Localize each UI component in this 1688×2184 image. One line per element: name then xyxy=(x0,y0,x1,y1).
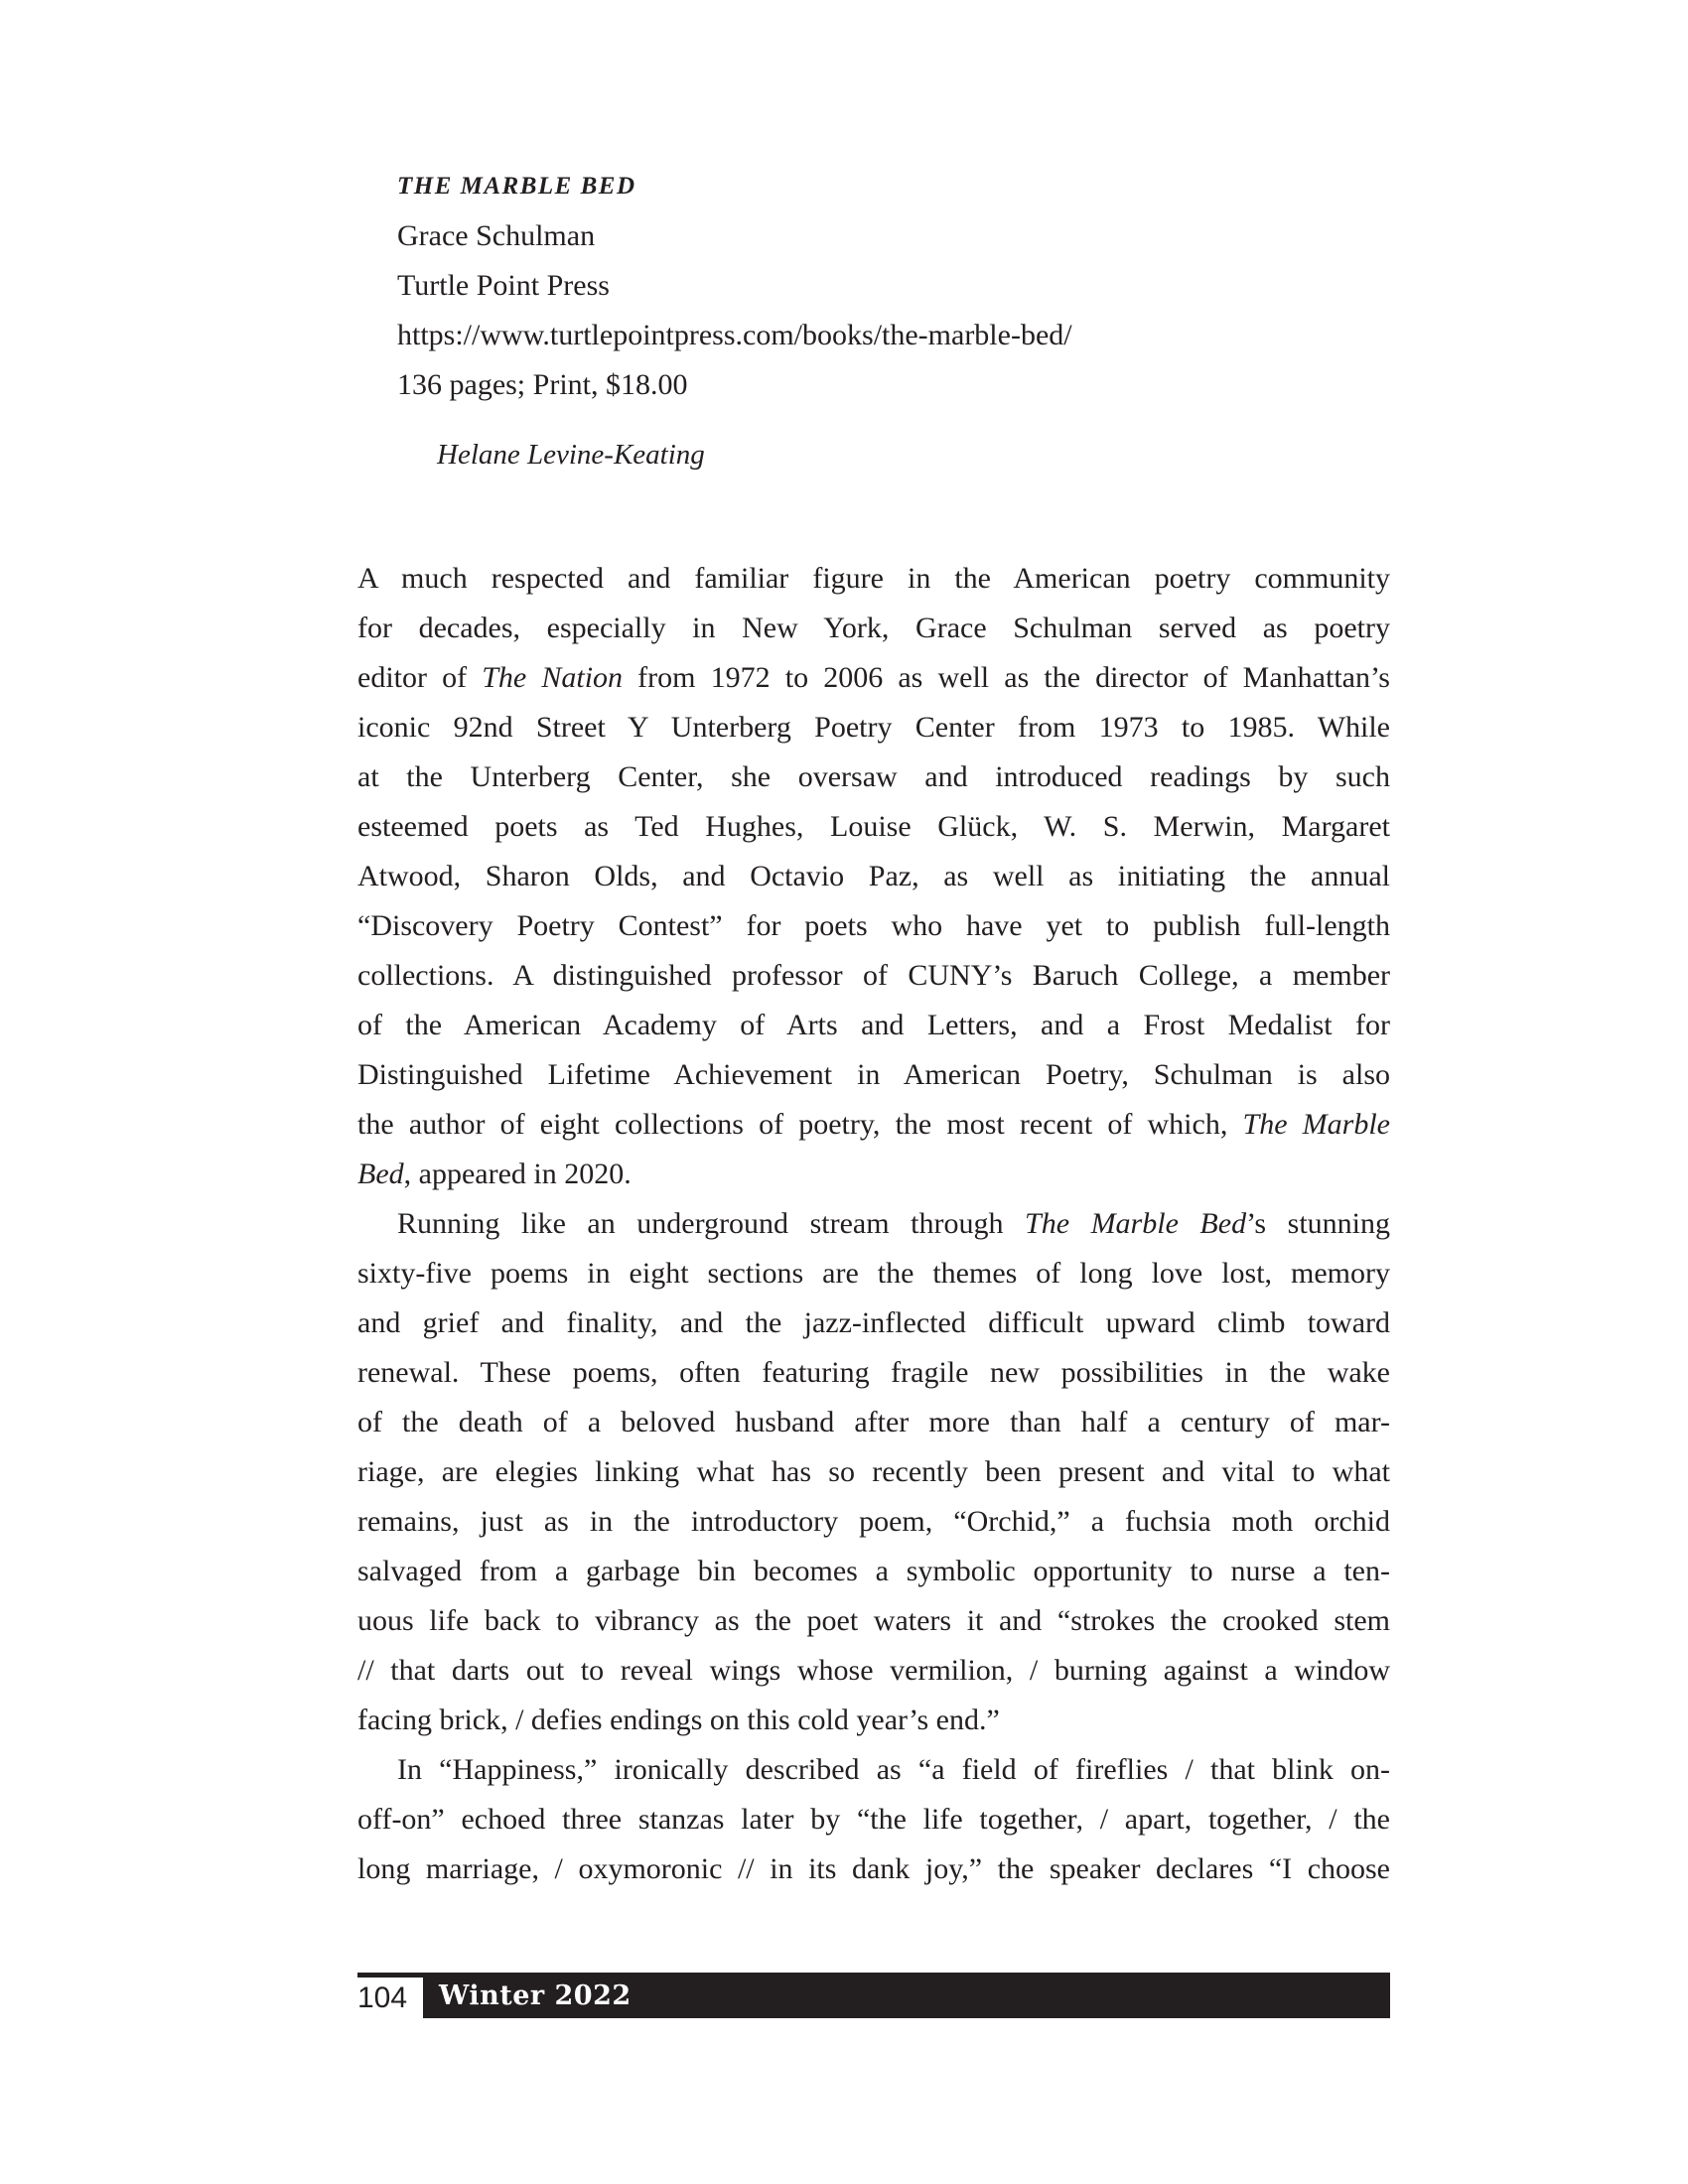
body-line: long marriage, / oxymoronic // in its dank joy,” the speaker declares “I choose xyxy=(357,1852,1390,1885)
body-line: remains, just as in the introductory poem, “Orchid,” a fuchsia moth orchid xyxy=(357,1505,1390,1538)
body-line: esteemed poets as Ted Hughes, Louise Glück, W. S. Merwin, Margaret xyxy=(357,810,1390,843)
body-line: at the Unterberg Center, she oversaw and introduced readings by such xyxy=(357,760,1390,793)
body-line: and grief and finality, and the jazz-inflected difficult upward climb toward xyxy=(357,1306,1390,1339)
issue-label: Winter 2022 xyxy=(439,1980,632,2011)
body-line: the author of eight collections of poetry, the most recent of which, The Marble xyxy=(357,1108,1390,1141)
italic-title: The Marble xyxy=(1242,1108,1390,1141)
body-line: Bed, appeared in 2020. xyxy=(357,1158,632,1190)
page-number: 104 xyxy=(357,1981,408,2014)
body-line: iconic 92nd Street Y Unterberg Poetry Center from 1973 to 1985. While xyxy=(357,711,1390,744)
body-line: “Discovery Poetry Contest” for poets who have yet to publish full-length xyxy=(357,909,1390,942)
book-url: https://www.turtlepointpress.com/books/the-marble-bed/ xyxy=(397,319,1072,351)
body-line: Distinguished Lifetime Achievement in American Poetry, Schulman is also xyxy=(357,1058,1390,1091)
body-line: of the American Academy of Arts and Letters, and a Frost Medalist for xyxy=(357,1009,1390,1041)
italic-title: The Marble Bed xyxy=(1025,1207,1247,1240)
body-line: for decades, especially in New York, Grace Schulman served as poetry xyxy=(357,612,1390,644)
body-line: Running like an underground stream through The Marble Bed’s stunning xyxy=(397,1207,1390,1240)
book-info xyxy=(397,162,1072,410)
body-line: salvaged from a garbage bin becomes a symbolic opportunity to nurse a ten- xyxy=(357,1555,1390,1587)
body-line: A much respected and familiar figure in the American poetry community xyxy=(357,562,1390,595)
italic-title: The Nation xyxy=(482,661,624,694)
page-footer xyxy=(357,1973,1390,2018)
body-line: of the death of a beloved husband after more than half a century of mar- xyxy=(357,1406,1390,1438)
body-line: Atwood, Sharon Olds, and Octavio Paz, as well as initiating the annual xyxy=(357,860,1390,892)
body-line: riage, are elegies linking what has so recently been present and vital to what xyxy=(357,1455,1390,1488)
body-line: renewal. These poems, often featuring fragile new possibilities in the wake xyxy=(357,1356,1390,1389)
review-body xyxy=(357,554,1390,1894)
body-line: editor of The Nation from 1972 to 2006 as well as the director of Manhattan’s xyxy=(357,661,1390,694)
book-publisher: Turtle Point Press xyxy=(397,269,610,302)
body-line: facing brick, / defies endings on this cold year’s end.” xyxy=(357,1704,1000,1736)
body-line: collections. A distinguished professor of CUNY’s Baruch College, a member xyxy=(357,959,1390,992)
body-line: uous life back to vibrancy as the poet waters it and “strokes the crooked stem xyxy=(357,1604,1390,1637)
body-line: // that darts out to reveal wings whose vermilion, / burning against a window xyxy=(357,1654,1390,1687)
book-details: 136 pages; Print, $18.00 xyxy=(397,368,688,401)
body-line: off-on” echoed three stanzas later by “the life together, / apart, together, / the xyxy=(357,1803,1390,1836)
italic-title: Bed xyxy=(357,1158,404,1190)
body-line: In “Happiness,” ironically described as “a field of fireflies / that blink on- xyxy=(397,1753,1390,1786)
reviewer-name: Helane Levine-Keating xyxy=(437,439,705,471)
book-author: Grace Schulman xyxy=(397,219,596,252)
body-line: sixty-five poems in eight sections are the themes of long love lost, memory xyxy=(357,1257,1390,1290)
book-title: THE MARBLE BED xyxy=(397,173,636,200)
